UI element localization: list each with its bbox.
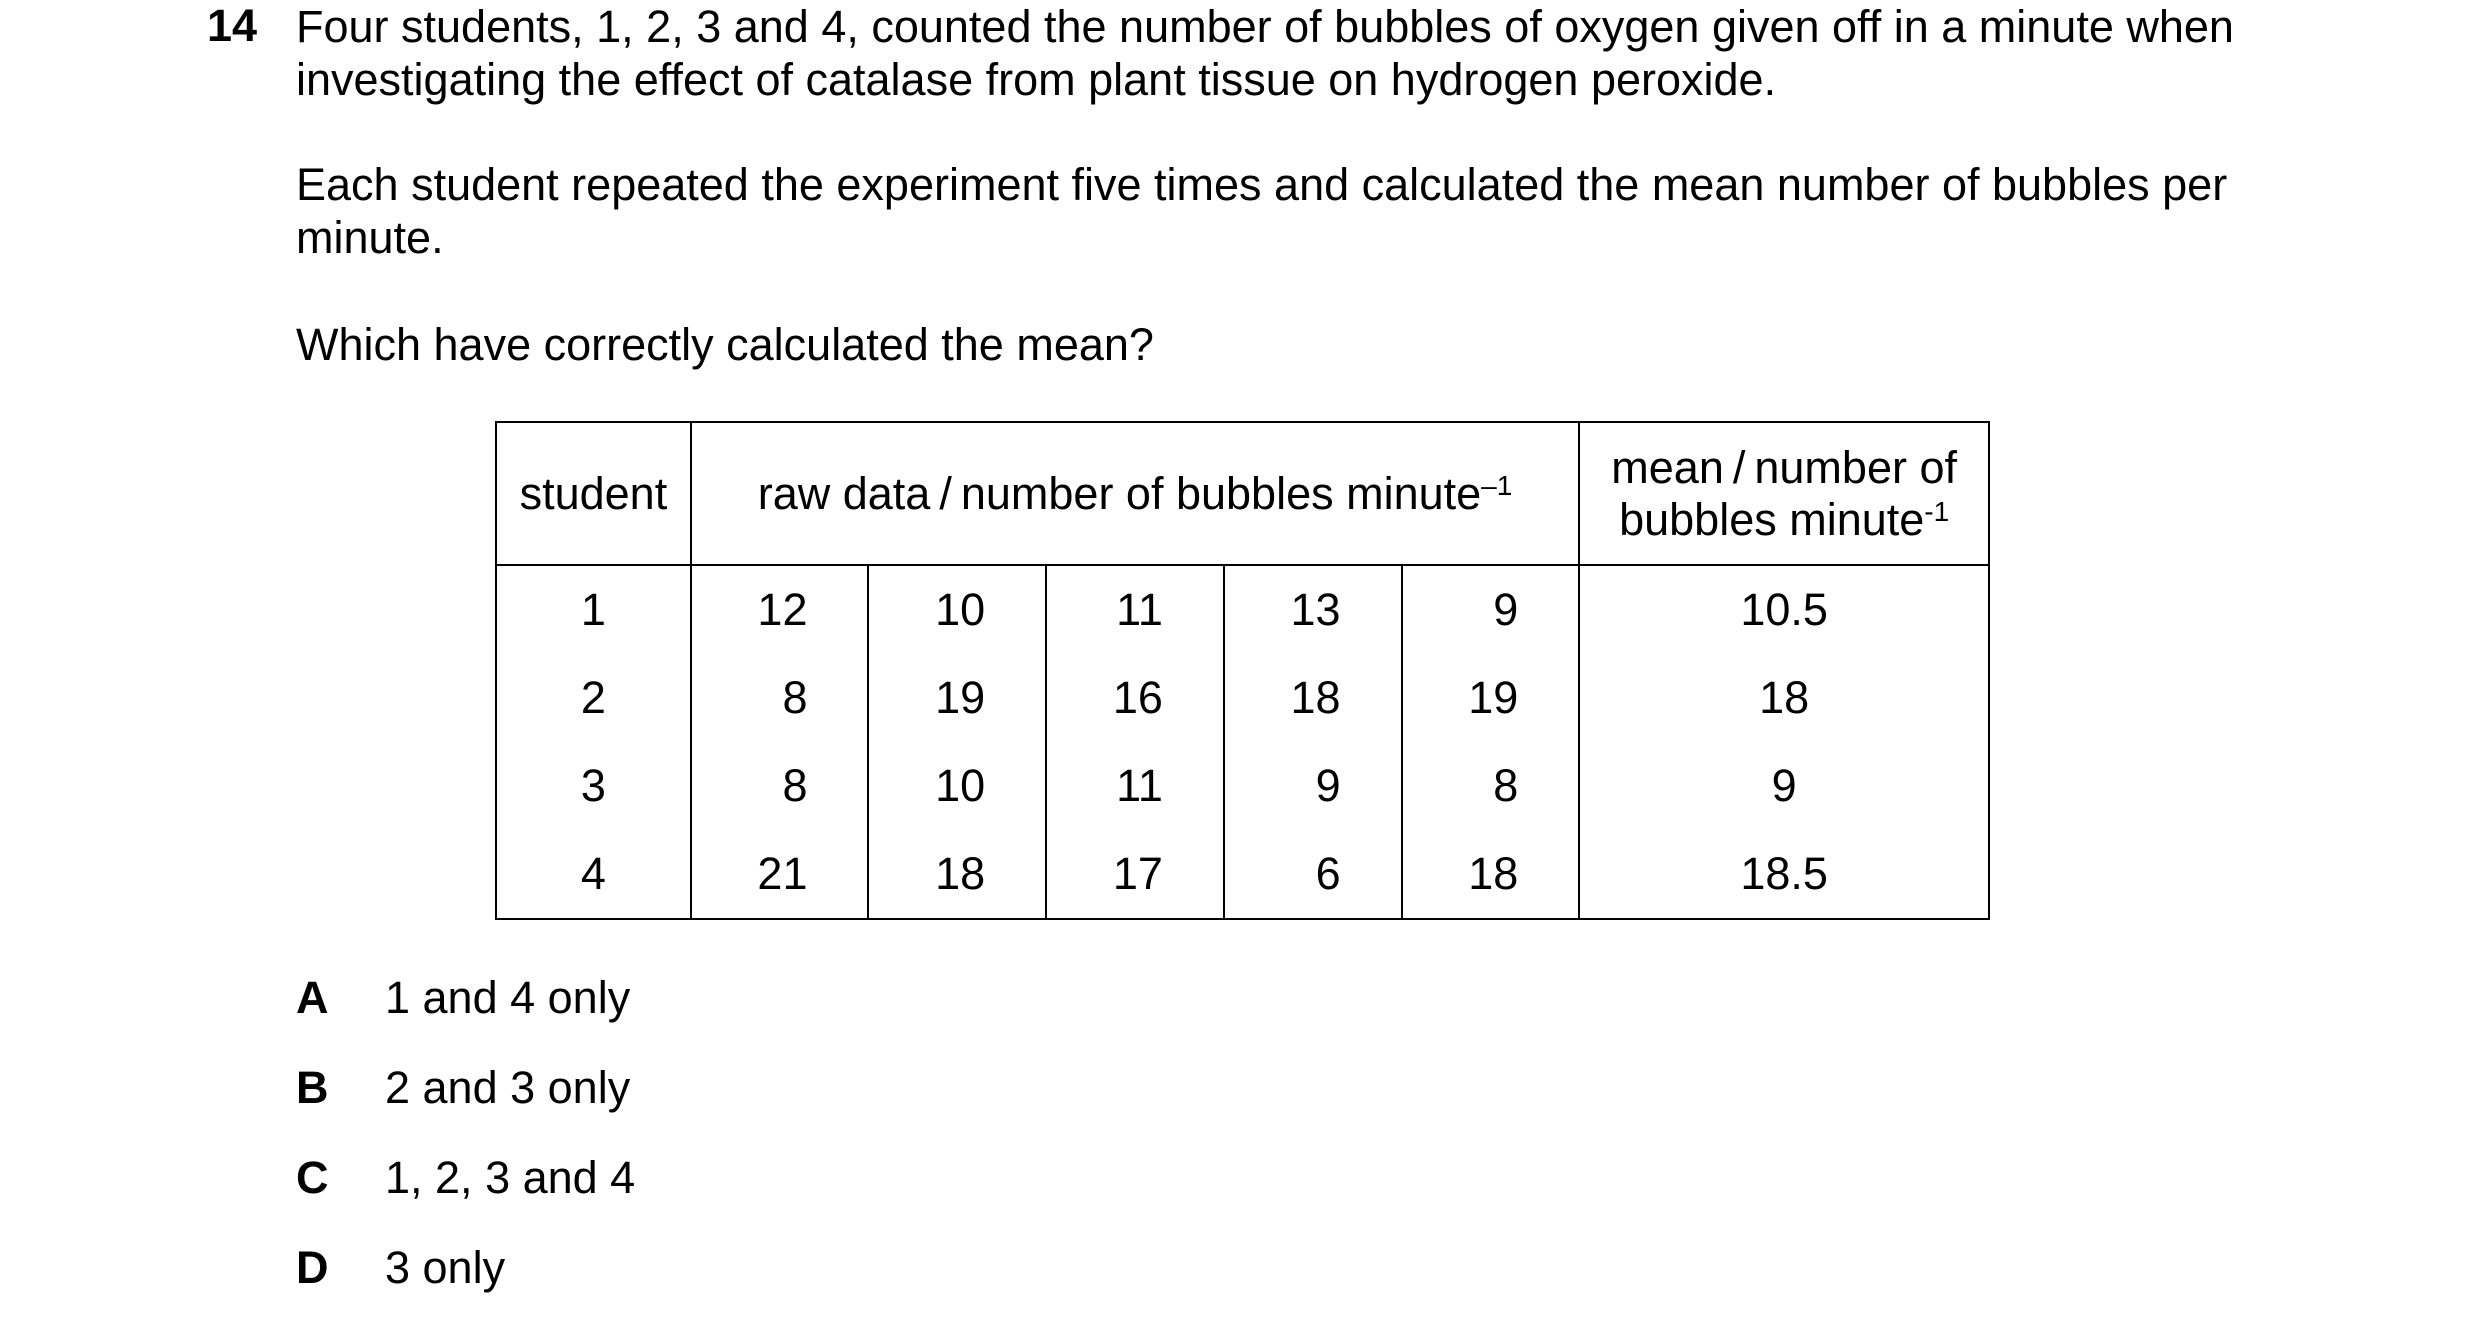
raw-cell: 19 (1402, 654, 1580, 742)
student-cell: 2 (496, 654, 691, 742)
option-text: 2 and 3 only (385, 1062, 631, 1113)
mean-cell: 9 (1579, 742, 1989, 830)
answer-options (296, 972, 635, 1332)
header-raw-data (691, 422, 1580, 565)
raw-cell: 16 (1046, 654, 1224, 742)
raw-cell: 11 (1046, 742, 1224, 830)
mean-cell: 18 (1579, 654, 1989, 742)
results-table (495, 421, 1990, 920)
raw-cell: 10 (868, 565, 1046, 654)
option-letter: A (296, 972, 329, 1023)
option-b[interactable] (296, 1062, 635, 1152)
table-row (496, 742, 1989, 830)
option-c[interactable] (296, 1152, 635, 1242)
raw-cell: 21 (691, 830, 869, 919)
header-mean-exponent: -1 (1924, 495, 1950, 527)
header-mean (1579, 422, 1989, 565)
header-mean-line1: mean / number of (1611, 441, 1957, 493)
option-letter: D (296, 1242, 329, 1293)
question-number: 14 (207, 0, 258, 51)
raw-cell: 18 (1402, 830, 1580, 919)
option-text: 1 and 4 only (385, 972, 631, 1023)
header-student: student (496, 422, 691, 565)
question-method: Each student repeated the experiment five times and calculated the mean number of bubbles per minute. (296, 159, 2228, 263)
raw-cell: 8 (691, 654, 869, 742)
raw-cell: 6 (1224, 830, 1402, 919)
raw-cell: 9 (1402, 565, 1580, 654)
table-header-row (496, 422, 1989, 565)
option-text: 3 only (385, 1242, 506, 1293)
raw-cell: 11 (1046, 565, 1224, 654)
header-mean-line2: bubbles minute (1619, 493, 1925, 545)
option-text: 1, 2, 3 and 4 (385, 1152, 636, 1203)
raw-cell: 18 (1224, 654, 1402, 742)
option-d[interactable] (296, 1242, 635, 1332)
mean-cell: 18.5 (1579, 830, 1989, 919)
raw-cell: 18 (868, 830, 1046, 919)
raw-cell: 10 (868, 742, 1046, 830)
mean-cell: 10.5 (1579, 565, 1989, 654)
raw-cell: 19 (868, 654, 1046, 742)
student-cell: 4 (496, 830, 691, 919)
question-prompt: Which have correctly calculated the mean? (296, 319, 1154, 370)
option-letter: B (296, 1062, 329, 1113)
question-intro: Four students, 1, 2, 3 and 4, counted the number of bubbles of oxygen given off in a minute when investigating the effect of catalase from plant tissue on hydrogen peroxide. (296, 1, 2234, 105)
student-cell: 3 (496, 742, 691, 830)
raw-cell: 8 (691, 742, 869, 830)
raw-cell: 13 (1224, 565, 1402, 654)
table-row (496, 654, 1989, 742)
header-raw-text: raw data / number of bubbles minute (757, 467, 1482, 519)
raw-cell: 12 (691, 565, 869, 654)
table-row (496, 565, 1989, 654)
raw-cell: 9 (1224, 742, 1402, 830)
option-a[interactable] (296, 972, 635, 1062)
header-raw-exponent: –1 (1481, 469, 1513, 501)
student-cell: 1 (496, 565, 691, 654)
raw-cell: 8 (1402, 742, 1580, 830)
option-letter: C (296, 1152, 329, 1203)
raw-cell: 17 (1046, 830, 1224, 919)
table-row (496, 830, 1989, 919)
